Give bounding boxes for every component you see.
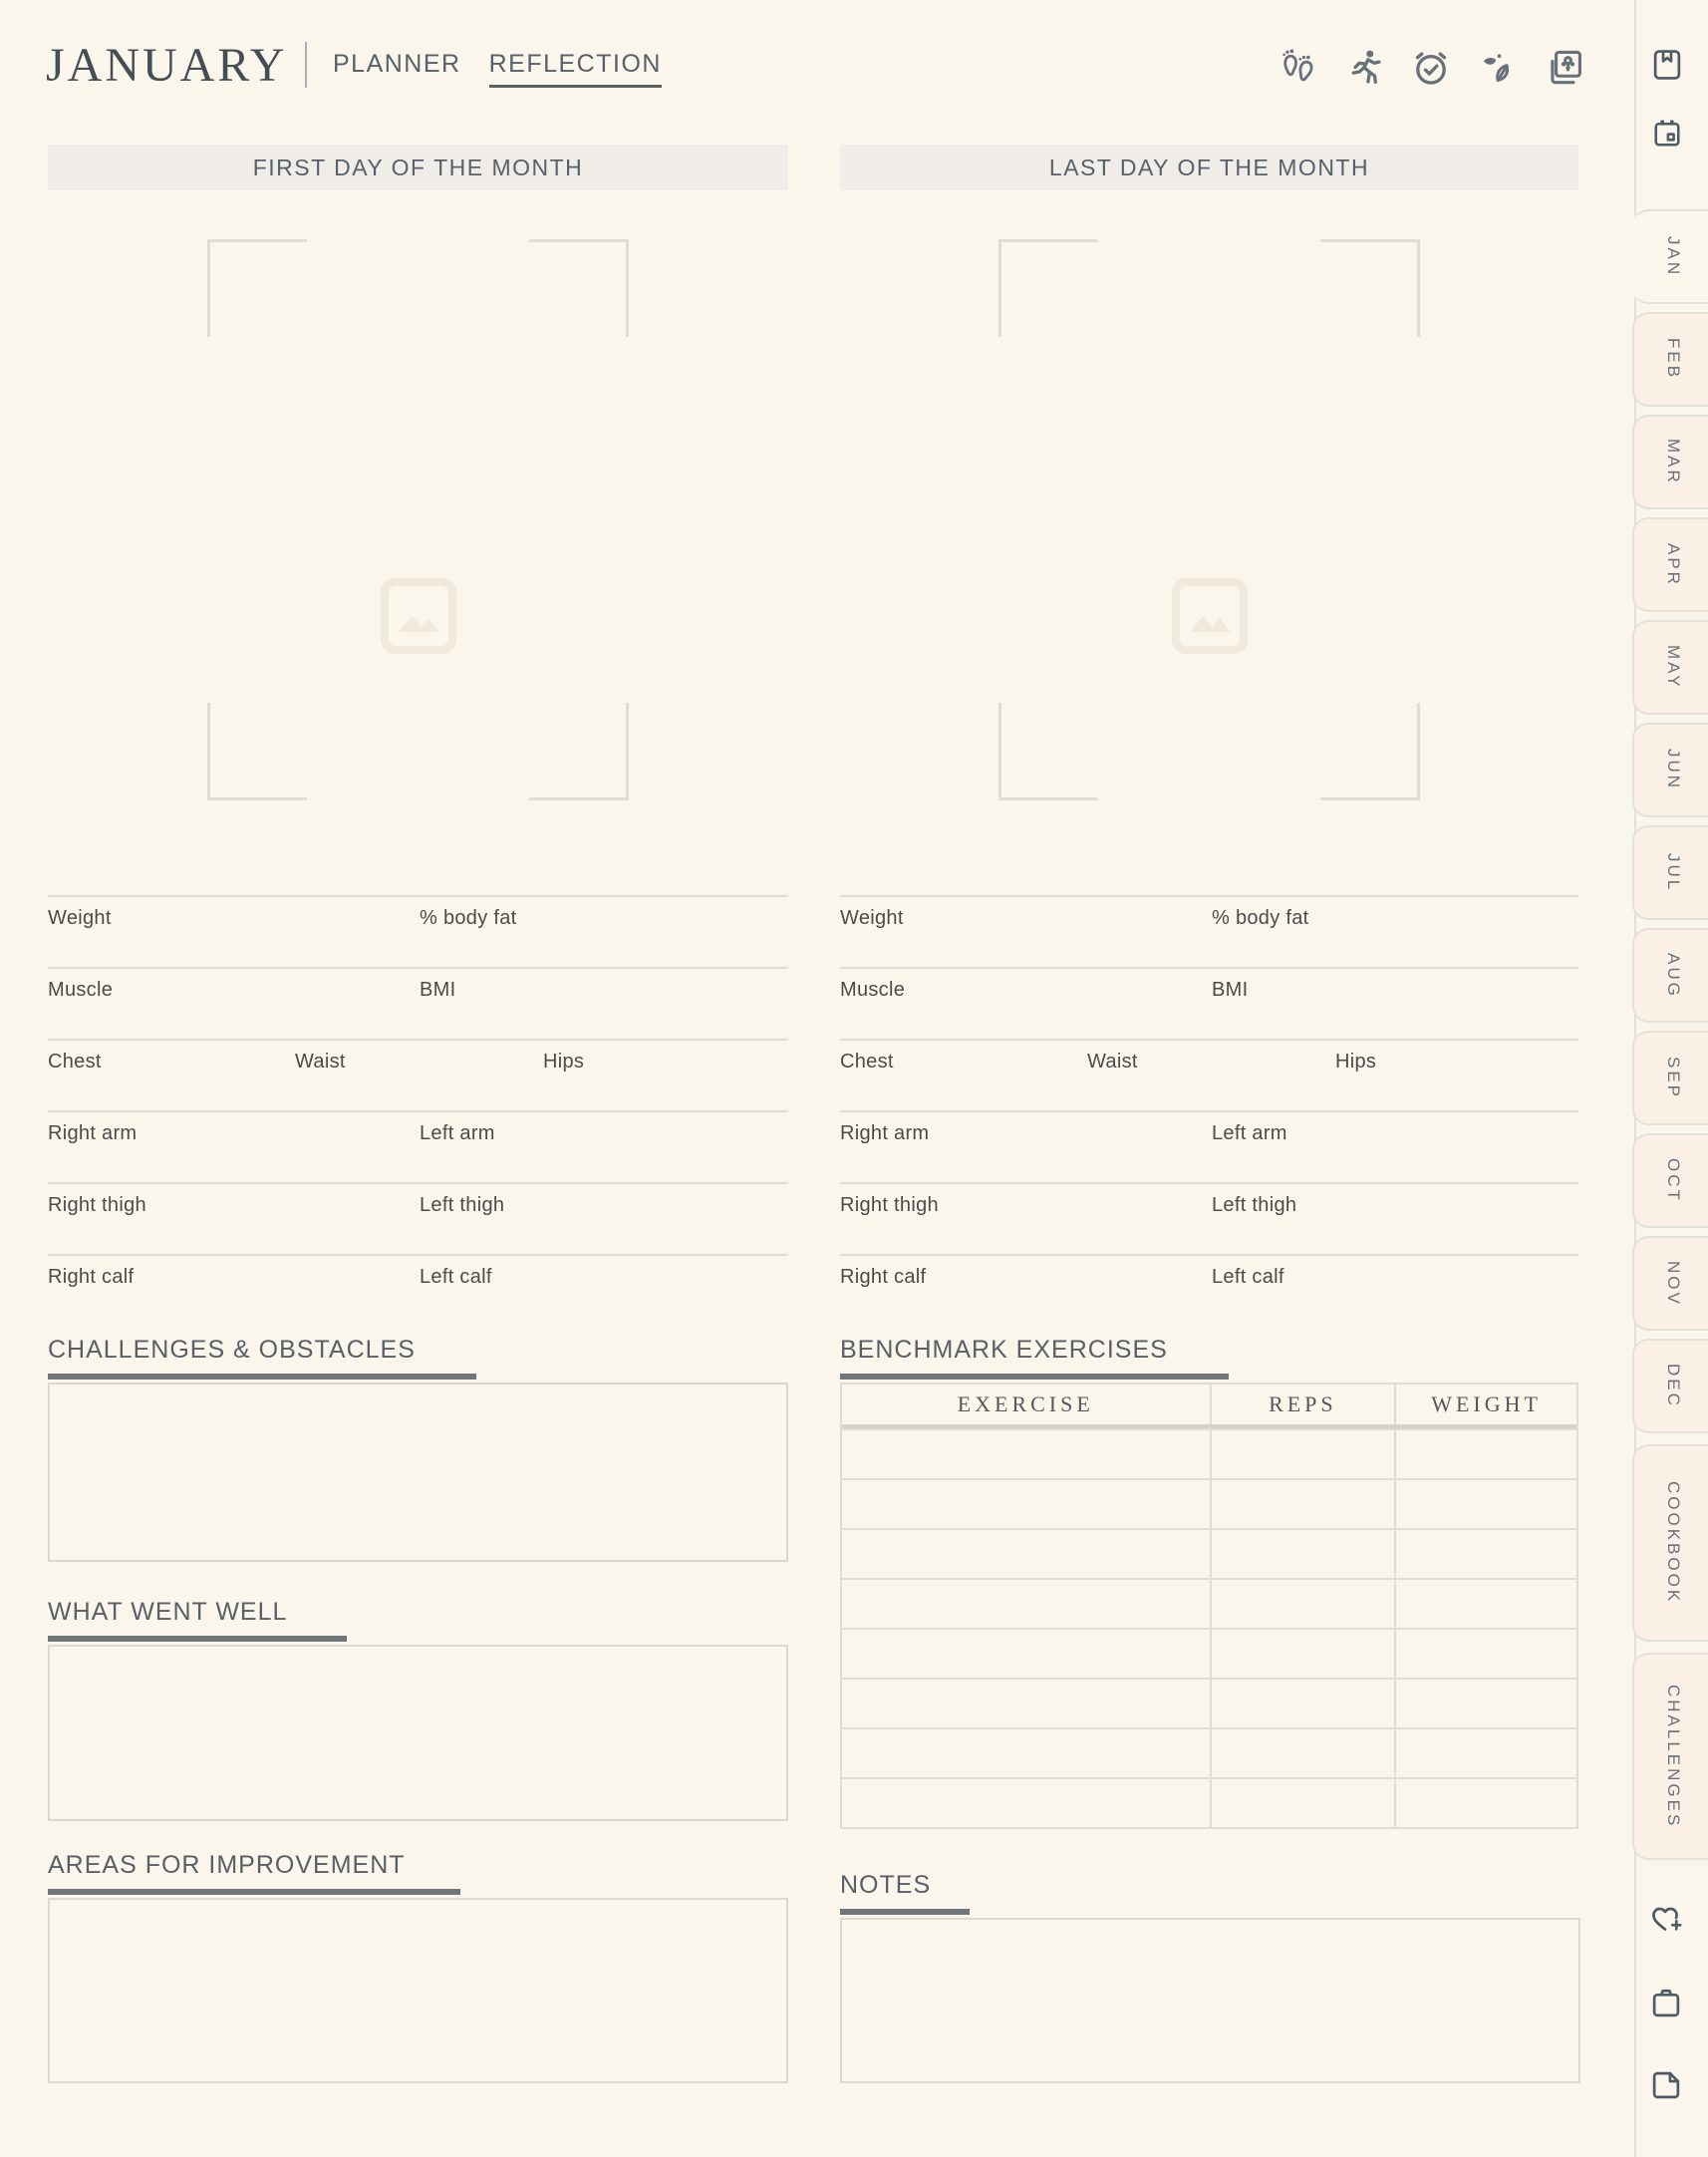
- first-day-band: FIRST DAY OF THE MONTH: [48, 145, 788, 190]
- label-hips: Hips: [1335, 1051, 1377, 1073]
- footprints-icon[interactable]: [1278, 46, 1321, 90]
- leaves-icon[interactable]: [1475, 46, 1519, 90]
- image-placeholder-icon: [378, 575, 459, 657]
- table-row: [842, 1578, 1576, 1628]
- notes-textbox[interactable]: [840, 1918, 1580, 2083]
- table-cell[interactable]: [842, 1680, 1210, 1727]
- tab-nov[interactable]: NOV: [1632, 1236, 1708, 1331]
- label-bmi: BMI: [1212, 979, 1249, 1001]
- header-icon-row: [1278, 46, 1584, 90]
- measure-row-chest[interactable]: [840, 1039, 1578, 1100]
- improvement-textbox[interactable]: [48, 1898, 788, 2083]
- label-waist: Waist: [295, 1051, 346, 1073]
- challenges-heading: CHALLENGES & OBSTACLES: [48, 1336, 416, 1364]
- challenges-textbox[interactable]: [48, 1383, 788, 1562]
- tab-sep[interactable]: SEP: [1632, 1031, 1708, 1125]
- last-day-column: [840, 145, 1578, 2098]
- tab-jan[interactable]: JAN: [1632, 209, 1708, 304]
- table-cell[interactable]: [1210, 1580, 1395, 1628]
- label-muscle: Muscle: [48, 979, 114, 1001]
- table-cell[interactable]: [1210, 1680, 1395, 1727]
- tab-mar[interactable]: MAR: [1632, 415, 1708, 509]
- label-bmi: BMI: [420, 979, 456, 1001]
- label-weight: Weight: [840, 907, 904, 929]
- measure-row-thighs[interactable]: [48, 1182, 788, 1244]
- table-cell[interactable]: [1210, 1779, 1395, 1827]
- tab-aug[interactable]: AUG: [1632, 928, 1708, 1023]
- table-cell[interactable]: [842, 1480, 1210, 1528]
- went-well-textbox[interactable]: [48, 1645, 788, 1821]
- improvement-rule: [48, 1889, 460, 1895]
- measure-row-thighs[interactable]: [840, 1182, 1578, 1244]
- last-day-band: LAST DAY OF THE MONTH: [840, 145, 1578, 190]
- benchmark-table-header: [842, 1385, 1576, 1428]
- label-left-thigh: Left thigh: [1212, 1194, 1297, 1216]
- label-left-thigh: Left thigh: [420, 1194, 505, 1216]
- label-right-arm: Right arm: [840, 1122, 930, 1144]
- label-muscle: Muscle: [840, 979, 906, 1001]
- label-body-fat: % body fat: [1212, 907, 1309, 929]
- table-row: [842, 1727, 1576, 1777]
- table-row: [842, 1478, 1576, 1528]
- photos-icon[interactable]: [1541, 46, 1584, 90]
- clipboard-icon[interactable]: [1647, 1985, 1685, 2022]
- table-cell[interactable]: [1210, 1430, 1395, 1478]
- table-cell[interactable]: [1394, 1630, 1576, 1678]
- went-well-heading: WHAT WENT WELL: [48, 1598, 288, 1626]
- title-divider: [305, 42, 307, 88]
- table-cell[interactable]: [842, 1530, 1210, 1578]
- table-cell[interactable]: [842, 1430, 1210, 1478]
- table-row: [842, 1678, 1576, 1727]
- table-cell[interactable]: [1394, 1480, 1576, 1528]
- col-header-exercise: EXERCISE: [957, 1391, 1094, 1416]
- nav-reflection-link[interactable]: REFLECTION: [489, 50, 662, 88]
- tab-apr[interactable]: APR: [1632, 517, 1708, 612]
- page-nav: [333, 50, 662, 88]
- table-cell[interactable]: [1394, 1530, 1576, 1578]
- label-hips: Hips: [543, 1051, 585, 1073]
- bookmark-book-icon[interactable]: [1648, 46, 1686, 84]
- photo-placeholder[interactable]: [970, 239, 1449, 797]
- measure-row-calves[interactable]: [48, 1254, 788, 1316]
- benchmark-heading: BENCHMARK EXERCISES: [840, 1336, 1168, 1364]
- label-weight: Weight: [48, 907, 112, 929]
- label-right-calf: Right calf: [48, 1266, 135, 1288]
- improvement-heading: AREAS FOR IMPROVEMENT: [48, 1851, 406, 1879]
- table-cell[interactable]: [1394, 1779, 1576, 1827]
- label-right-arm: Right arm: [48, 1122, 138, 1144]
- label-right-thigh: Right thigh: [48, 1194, 146, 1216]
- table-cell[interactable]: [1394, 1680, 1576, 1727]
- table-cell[interactable]: [842, 1630, 1210, 1678]
- table-cell[interactable]: [1210, 1630, 1395, 1678]
- nav-planner-link[interactable]: PLANNER: [333, 50, 461, 78]
- tab-jun[interactable]: JUN: [1632, 723, 1708, 817]
- runner-icon[interactable]: [1343, 46, 1387, 90]
- measure-row-weight[interactable]: [840, 895, 1578, 957]
- col-header-reps: REPS: [1210, 1385, 1395, 1424]
- photo-placeholder[interactable]: [177, 239, 659, 797]
- table-cell[interactable]: [842, 1580, 1210, 1628]
- table-cell[interactable]: [842, 1779, 1210, 1827]
- measure-row-muscle[interactable]: [840, 967, 1578, 1029]
- table-row: [842, 1777, 1576, 1827]
- measure-row-weight[interactable]: [48, 895, 788, 957]
- benchmark-table: [840, 1383, 1578, 1829]
- tab-challenges[interactable]: CHALLENGES: [1632, 1653, 1708, 1860]
- label-right-calf: Right calf: [840, 1266, 927, 1288]
- label-waist: Waist: [1087, 1051, 1138, 1073]
- table-cell[interactable]: [1394, 1580, 1576, 1628]
- went-well-rule: [48, 1636, 347, 1642]
- first-day-column: [48, 145, 788, 2098]
- label-left-calf: Left calf: [420, 1266, 492, 1288]
- heart-plus-icon[interactable]: [1646, 1899, 1684, 1937]
- table-cell[interactable]: [1394, 1430, 1576, 1478]
- measure-row-arms[interactable]: [840, 1110, 1578, 1172]
- label-left-arm: Left arm: [420, 1122, 495, 1144]
- label-chest: Chest: [48, 1051, 102, 1073]
- table-cell[interactable]: [1210, 1530, 1395, 1578]
- measure-row-calves[interactable]: [840, 1254, 1578, 1316]
- calendar-icon[interactable]: [1649, 116, 1685, 152]
- measure-row-muscle[interactable]: [48, 967, 788, 1029]
- label-right-thigh: Right thigh: [840, 1194, 939, 1216]
- table-row: [842, 1628, 1576, 1678]
- tab-dec[interactable]: DEC: [1632, 1339, 1708, 1433]
- image-placeholder-icon: [1169, 575, 1251, 657]
- label-left-arm: Left arm: [1212, 1122, 1287, 1144]
- page-title: JANUARY: [46, 39, 288, 92]
- measure-row-chest[interactable]: [48, 1039, 788, 1100]
- table-row: [842, 1428, 1576, 1478]
- label-body-fat: % body fat: [420, 907, 517, 929]
- table-cell[interactable]: [842, 1729, 1210, 1777]
- table-row: [842, 1528, 1576, 1578]
- tab-oct[interactable]: OCT: [1632, 1133, 1708, 1228]
- table-cell[interactable]: [1394, 1729, 1576, 1777]
- measure-row-arms[interactable]: [48, 1110, 788, 1172]
- file-icon[interactable]: [1647, 2066, 1685, 2104]
- notes-heading: NOTES: [840, 1871, 932, 1899]
- table-cell[interactable]: [1210, 1480, 1395, 1528]
- table-cell[interactable]: [1210, 1729, 1395, 1777]
- alarm-check-icon[interactable]: [1409, 46, 1453, 90]
- label-left-calf: Left calf: [1212, 1266, 1284, 1288]
- tab-cookbook[interactable]: COOKBOOK: [1632, 1444, 1708, 1642]
- col-header-weight: WEIGHT: [1394, 1385, 1576, 1424]
- tab-feb[interactable]: FEB: [1632, 312, 1708, 407]
- benchmark-rule: [840, 1374, 1229, 1380]
- tab-may[interactable]: MAY: [1632, 620, 1708, 715]
- label-chest: Chest: [840, 1051, 894, 1073]
- challenges-rule: [48, 1374, 476, 1380]
- notes-rule: [840, 1909, 970, 1915]
- tab-jul[interactable]: JUL: [1632, 825, 1708, 920]
